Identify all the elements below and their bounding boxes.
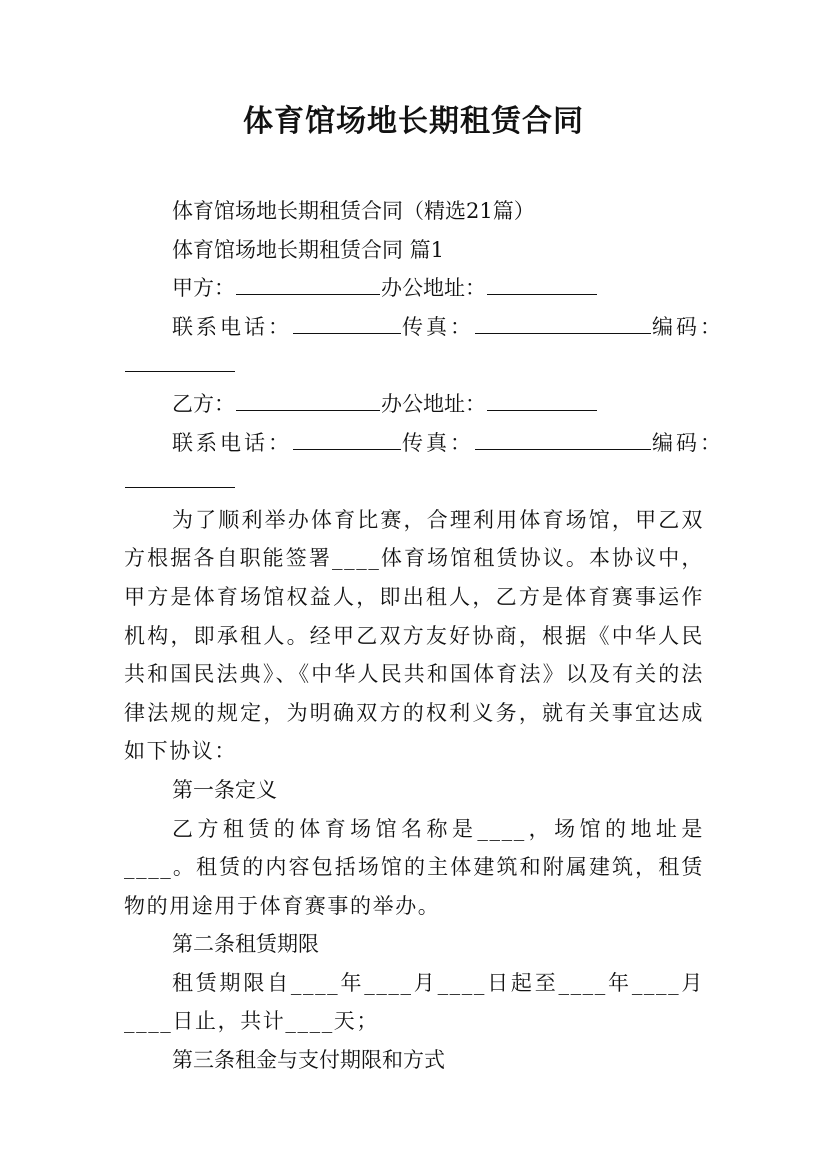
- article3-heading: 第三条租金与支付期限和方式: [172, 1048, 445, 1073]
- article2-text: 租赁期限自____年____月____日起至____年____月____日止，共计____天；: [124, 970, 704, 1034]
- party-b-blank: [236, 409, 380, 411]
- party-a-label: 甲方：: [172, 276, 235, 301]
- subtitle-line: 体育馆场地长期租赁合同（精选21篇）: [172, 199, 535, 223]
- contact-phone-label: 联系电话：: [172, 314, 292, 339]
- party-b-code-line: [124, 462, 704, 501]
- fax-label: 传真：: [402, 314, 474, 339]
- office-address-label: 办公地址：: [381, 276, 486, 301]
- party-a-phone-blank: [293, 332, 401, 334]
- party-b-address-blank: [487, 409, 597, 411]
- code-label: 编码：: [652, 314, 724, 339]
- party-a-code-line: [124, 346, 704, 385]
- office-address-label: 办公地址：: [381, 391, 486, 416]
- contact-phone-label: 联系电话：: [172, 430, 292, 455]
- party-b-contact-line: [124, 424, 724, 463]
- party-a-contact-line: [124, 308, 724, 347]
- party-b-label: 乙方：: [172, 391, 235, 416]
- party-a-line: [124, 269, 704, 308]
- party-a-code-blank: [125, 370, 235, 372]
- party-b-phone-blank: [293, 448, 401, 450]
- party-a-blank: [236, 293, 380, 295]
- article1-heading: 第一条定义: [172, 777, 277, 802]
- document-body: [124, 192, 724, 1080]
- code-label: 编码：: [652, 430, 724, 455]
- article1-text: 乙方租赁的体育场馆名称是____，场馆的地址是____。租赁的内容包括场馆的主体建筑和附属建筑，租赁物的用途用于体育赛事的举办。: [124, 816, 704, 918]
- party-b-code-blank: [125, 486, 235, 488]
- intro-paragraph: 为了顺利举办体育比赛，合理利用体育场馆，甲乙双方根据各自职能签署____体育场馆租赁协议。本协议中，甲方是体育场馆权益人，即出租人，乙方是体育赛事运作机构，即承租人。经甲乙双方友好协商，根据《中华人民共和国民法典》、《中华人民共和国体育法》以及有关的法律法规的规定，为明确双方的权利义务，就有关事宜达成如下协议：: [124, 507, 704, 764]
- party-b-line: [124, 385, 704, 424]
- chapter-line: 体育馆场地长期租赁合同 篇1: [172, 237, 445, 262]
- party-a-fax-blank: [475, 332, 651, 334]
- document-title: 体育馆场地长期租赁合同: [243, 104, 584, 139]
- article2-heading: 第二条租赁期限: [172, 932, 319, 957]
- party-b-fax-blank: [475, 448, 651, 450]
- fax-label: 传真：: [402, 430, 474, 455]
- party-a-address-blank: [487, 293, 597, 295]
